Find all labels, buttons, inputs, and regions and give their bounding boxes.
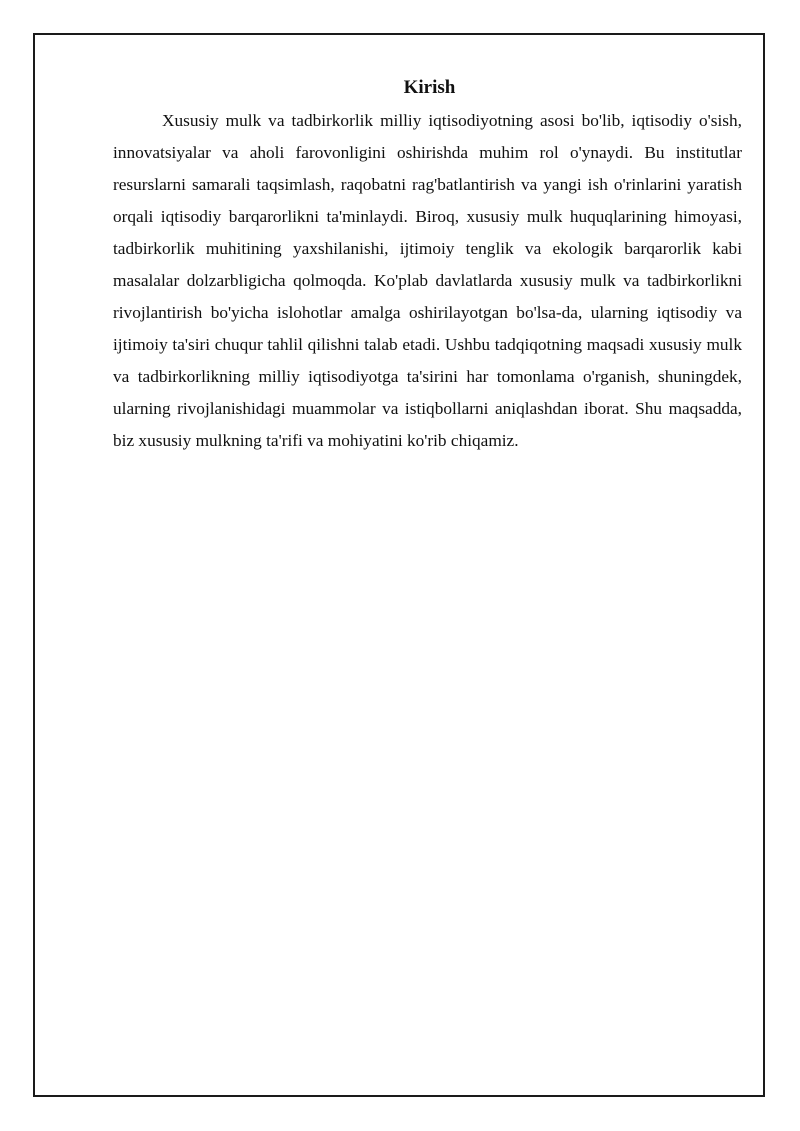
intro-paragraph: Xususiy mulk va tadbirkorlik milliy iqtisodiyotning asosi bo'lib, iqtisodiy o'sish, innovatsiyalar va aholi farovonligini oshirishda muhim rol o'ynaydi. Bu institutlar resurslarni samarali taqsimlash, raqobatni rag'batlantirish va yangi ish o'rinlarini yaratish orqali iqtisodiy barqarorlikni ta'minlaydi. Biroq, xususiy mulk huquqlarining himoyasi, tadbirkorlik muhitining yaxshilanishi, ijtimoiy tenglik va ekologik barqarorlik kabi masalalar dolzarbligicha qolmoqda. Ko'plab davlatlarda xususiy mulk va tadbirkorlikni rivojlantirish bo'yicha islohotlar amalga oshirilayotgan bo'lsa-da, ularning iqtisodiy va ijtimoiy ta'siri chuqur tahlil qilishni talab etadi. Ushbu tadqiqotning maqsadi xususiy mulk va tadbirkorlikning milliy iqtisodiyotga ta'sirini har tomonlama o'rganish, shuningdek, ularning rivojlanishidagi muammolar va istiqbollarni aniqlashdan iborat. Shu maqsadda, biz xususiy mulkning ta'rifi va mohiyatini ko'rib chiqamiz. (113, 111, 742, 450)
section-title: Kirish (403, 77, 456, 98)
document-body (113, 76, 742, 457)
